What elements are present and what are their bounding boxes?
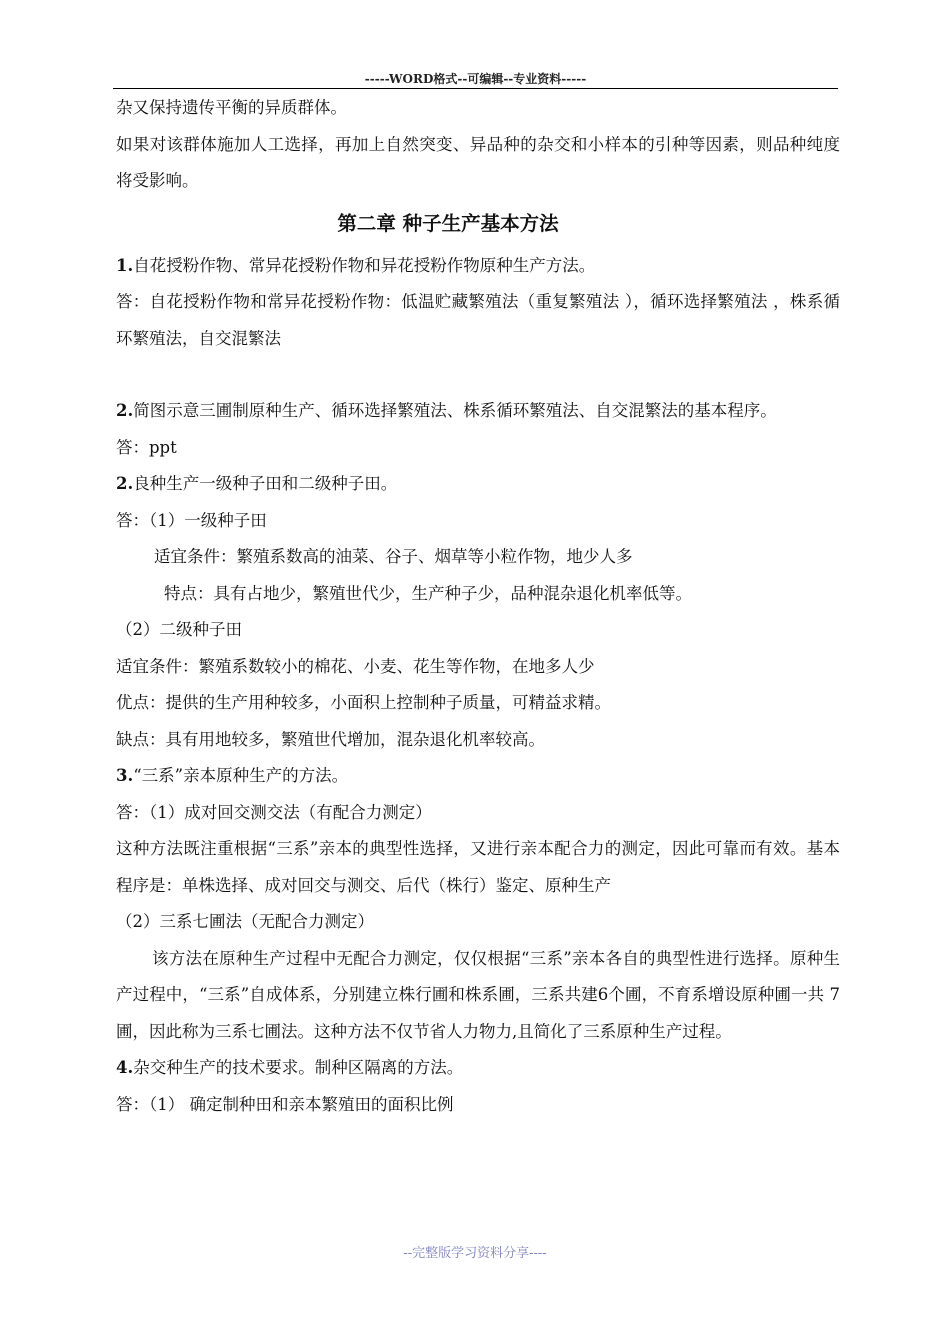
question-text: 简图示意三圃制原种生产、循环选择繁殖法、株系循环繁殖法、自交混繁法的基本程序。 — [133, 401, 777, 420]
question-number: 2. — [116, 474, 134, 493]
question-number: 4. — [116, 1058, 134, 1077]
chapter-title: 第二章 种子生产基本方法 — [337, 211, 559, 235]
question-text: 自花授粉作物、常异花授粉作物和异花授粉作物原种生产方法。 — [133, 255, 596, 275]
answer-4-line: 答：（1）成对回交测交法（有配合力测定） — [116, 802, 432, 822]
question-2 — [116, 393, 840, 430]
answer-4-line: 该方法在原种生产过程中无配合力测定，仅仅根据“三系”亲本各自的典型性进行选择。原种生产过程中，“三系”自成体系，分别建立株行圃和株系圃，三系共建6个圃，不育系增设原种圃一共 7 圃，因此称为三系七圃法。这种方法不仅节省人力物力,且简化了三系原种生产过程。 — [116, 948, 840, 1041]
question-text: “三系”亲本原种生产的方法。 — [133, 766, 349, 785]
question-4 — [116, 758, 840, 795]
question-5 — [116, 1050, 840, 1087]
answer-5-line: 答：（1） 确定制种田和亲本繁殖田的面积比例 — [116, 1094, 454, 1114]
answer-3-line: 特点：具有占地少，繁殖世代少，生产种子少，品种混杂退化机率低等。 — [164, 583, 692, 603]
question-text: 杂交种生产的技术要求。制种区隔离的方法。 — [133, 1058, 464, 1077]
header-rule — [113, 88, 838, 89]
answer-4-line: （2）三系七圃法（无配合力测定） — [116, 912, 374, 931]
paragraph: 杂又保持遗传平衡的异质群体。 — [116, 98, 347, 117]
question-number: 1. — [116, 255, 134, 275]
answer-3-line: 优点：提供的生产用种较多，小面积上控制种子质量，可精益求精。 — [116, 693, 611, 712]
answer-3-line: 适宜条件：繁殖系数较小的棉花、小麦、花生等作物，在地多人少 — [116, 656, 595, 676]
page-header: -----WORD格式--可编辑--专业资料----- — [364, 72, 587, 86]
answer-3-line: （2）二级种子田 — [116, 620, 242, 639]
answer-3-line: 答：（1）一级种子田 — [116, 510, 267, 530]
answer-1: 答：自花授粉作物和常异花授粉作物：低温贮藏繁殖法（重复繁殖法 ），循环选择繁殖法 ，株系循环繁殖法，自交混繁法 — [116, 292, 840, 348]
answer-4-line: 这种方法既注重根据“三系”亲本的典型性选择，又进行亲本配合力的测定，因此可靠而有效。基本程序是：单株选择、成对回交与测交、后代（株行）鉴定、原种生产 — [116, 839, 840, 895]
document-body — [116, 90, 840, 1123]
answer-2: 答：ppt — [116, 437, 177, 457]
question-text: 良种生产一级种子田和二级种子田。 — [133, 474, 398, 493]
question-number: 3. — [116, 766, 134, 785]
question-number: 2. — [116, 401, 134, 420]
answer-3-line: 缺点：具有用地较多，繁殖世代增加，混杂退化机率较高。 — [116, 729, 545, 749]
question-3 — [116, 466, 840, 503]
question-1 — [116, 248, 840, 285]
page-footer: --完整版学习资料分享---- — [403, 1246, 547, 1261]
blank-line — [116, 357, 840, 393]
paragraph: 如果对该群体施加人工选择，再加上自然突变、异品种的杂交和小样本的引种等因素，则品种纯度将受影响。 — [116, 134, 840, 190]
answer-3-line: 适宜条件：繁殖系数高的油菜、谷子、烟草等小粒作物，地少人多 — [154, 547, 633, 566]
